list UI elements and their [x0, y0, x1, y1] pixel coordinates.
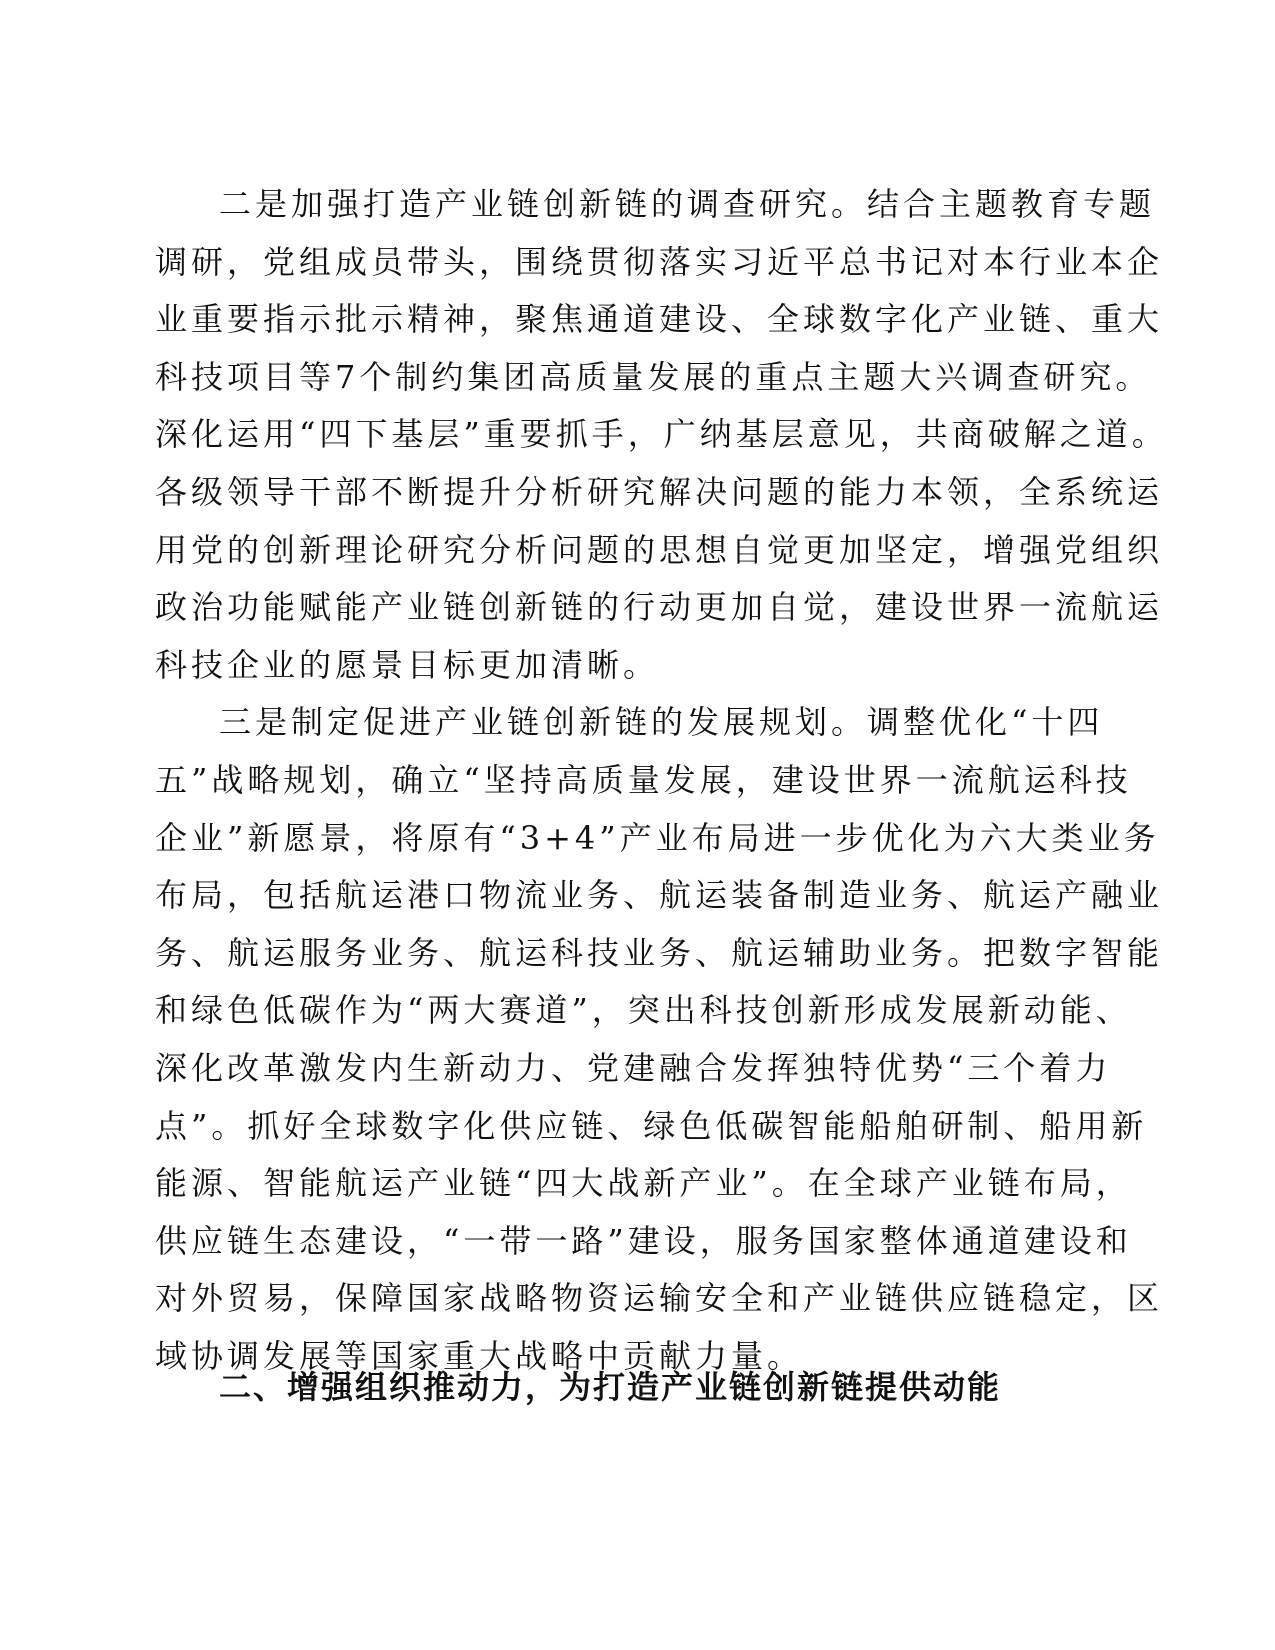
paragraph-line: 政治功能赋能产业链创新链的行动更加自觉，建设世界一流航运	[155, 588, 1164, 627]
paragraph-line: 务、航运服务业务、航运科技业务、航运辅助业务。把数字智能	[155, 933, 1164, 972]
paragraph-research	[155, 176, 1168, 694]
paragraph-line: 二是加强打造产业链创新链的调查研究。结合主题教育专题	[219, 185, 1156, 223]
paragraph-line: 和绿色低碳作为“两大赛道”，突出科技创新形成发展新动能、	[155, 991, 1132, 1030]
paragraph-line: 深化运用“四下基层”重要抓手，广纳基层意见，共商破解之道。	[155, 415, 1168, 454]
paragraph-line: 科技企业的愿景目标更加清晰。	[155, 645, 660, 684]
paragraph-line: 对外贸易，保障国家战略物资运输安全和产业链供应链稳定，区	[155, 1279, 1164, 1318]
paragraph-line: 业重要指示批示精神，聚焦通道建设、全球数字化产业链、重大	[155, 300, 1164, 339]
paragraph-line: 深化改革激发内生新动力、党建融合发挥独特优势“三个着力	[155, 1048, 1112, 1087]
paragraph-line: 调研，党组成员带头，围绕贯彻落实习近平总书记对本行业本企	[155, 242, 1164, 281]
paragraph-line: 供应链生态建设，“一带一路”建设，服务国家整体通道建设和	[155, 1221, 1132, 1260]
body-text	[155, 176, 1168, 1385]
paragraph-line: 点”。抓好全球数字化供应链、绿色低碳智能船舶研制、船用新	[155, 1106, 1148, 1145]
paragraph-line: 各级领导干部不断提升分析研究解决问题的能力本领，全系统运	[155, 472, 1164, 511]
paragraph-line: 三是制定促进产业链创新链的发展规划。调整优化“十四	[219, 703, 1104, 742]
paragraph-line: 布局，包括航运港口物流业务、航运装备制造业务、航运产融业	[155, 876, 1164, 915]
section-heading: 二、增强组织推动力，为打造产业链创新链提供动能	[219, 1368, 1002, 1406]
paragraph-line: 科技项目等7个制约集团高质量发展的重点主题大兴调查研究。	[155, 357, 1152, 396]
paragraph-line: 用党的创新理论研究分析问题的思想自觉更加坚定，增强党组织	[155, 530, 1164, 569]
paragraph-line: 五”战略规划，确立“坚持高质量发展，建设世界一流航运科技	[155, 760, 1132, 799]
paragraph-line: 域协调发展等国家重大战略中贡献力量。	[155, 1336, 804, 1375]
paragraph-line: 能源、智能航运产业链“四大战新产业”。在全球产业链布局，	[155, 1164, 1132, 1203]
paragraph-line: 企业”新愿景，将原有“3+4”产业布局进一步优化为六大类业务	[155, 818, 1160, 857]
paragraph-planning	[155, 694, 1164, 1385]
